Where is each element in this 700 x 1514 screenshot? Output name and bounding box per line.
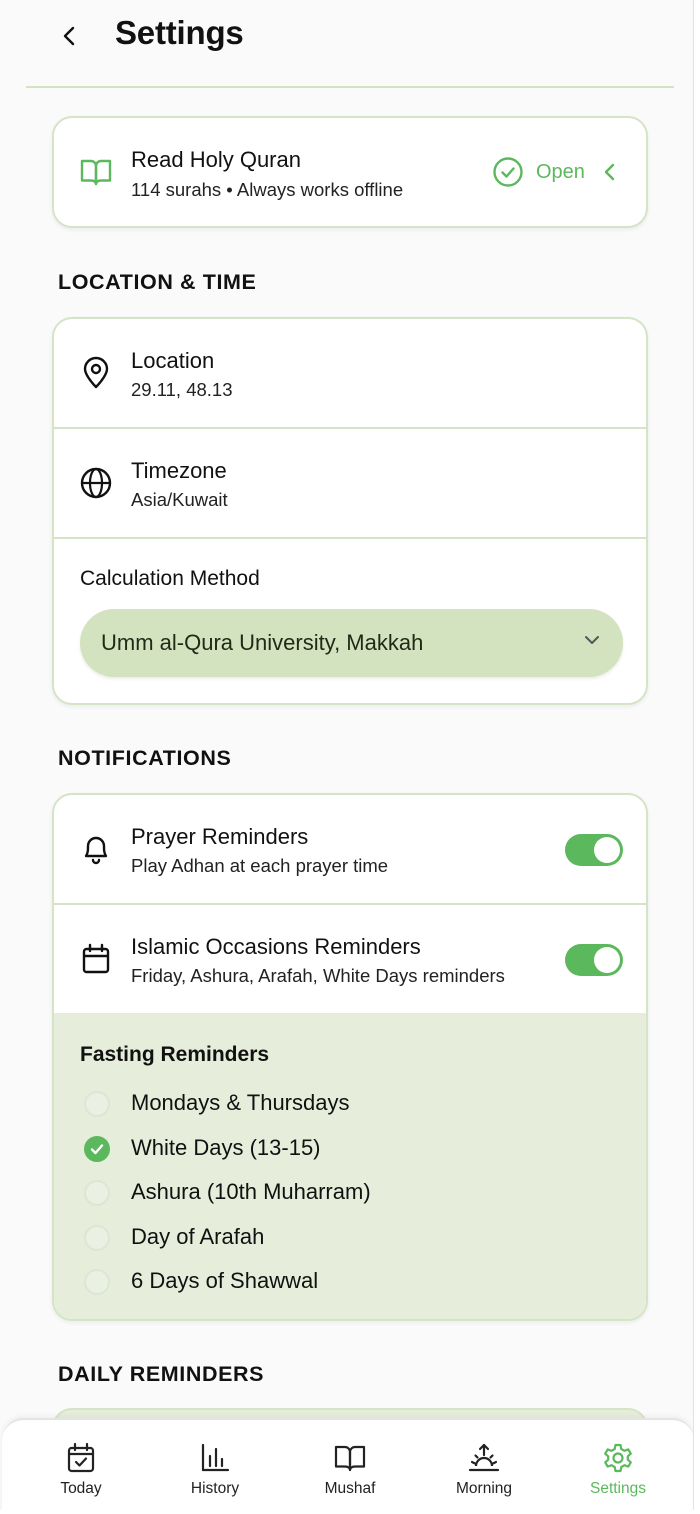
quran-title: Read Holy Quran	[131, 147, 301, 172]
globe-icon	[78, 465, 114, 501]
fasting-option-label: Day of Arafah	[131, 1224, 265, 1249]
fasting-option-label: Mondays & Thursdays	[131, 1090, 350, 1115]
nav-item-history[interactable]	[160, 1442, 270, 1508]
chevron-down-icon	[583, 633, 601, 647]
timezone-value: Asia/Kuwait	[131, 489, 228, 510]
nav-label: Mushaf	[324, 1480, 376, 1497]
bottom-navigation	[2, 1418, 694, 1510]
section-title-location-time: LOCATION & TIME	[58, 270, 257, 294]
chevron-left-icon	[603, 162, 617, 182]
islamic-occasions-subtitle: Friday, Ashura, Arafah, White Days reminders	[131, 965, 505, 986]
islamic-occasions-toggle[interactable]	[565, 944, 623, 976]
fasting-reminders-panel	[54, 1013, 648, 1319]
open-label: Open	[536, 160, 585, 183]
nav-item-mushaf[interactable]	[295, 1442, 405, 1508]
fasting-option-mondays-thursdays[interactable]	[80, 1089, 480, 1119]
book-icon	[334, 1442, 366, 1474]
location-title: Location	[131, 348, 215, 373]
fasting-option-white-days[interactable]	[80, 1134, 480, 1164]
nav-label: Today	[60, 1480, 102, 1497]
calculation-method-value: Umm al-Qura University, Makkah	[101, 630, 424, 655]
bar-chart-icon	[199, 1442, 231, 1474]
chevron-left-icon	[60, 24, 80, 48]
checkbox[interactable]	[84, 1180, 110, 1206]
calendar-check-icon	[65, 1442, 97, 1474]
prayer-reminders-toggle[interactable]	[565, 834, 623, 866]
fasting-option-arafah[interactable]	[80, 1223, 480, 1253]
notifications-card	[52, 793, 648, 1321]
calendar-icon	[78, 941, 114, 977]
location-time-card	[52, 317, 648, 705]
timezone-row[interactable]	[54, 429, 646, 539]
checkbox[interactable]	[84, 1269, 110, 1295]
calculation-method-select[interactable]	[80, 609, 623, 677]
offline-quran-card[interactable]	[52, 116, 648, 228]
gear-icon	[602, 1442, 634, 1474]
sunrise-icon	[468, 1442, 500, 1474]
fasting-option-ashura[interactable]	[80, 1178, 480, 1208]
prayer-reminders-subtitle: Play Adhan at each prayer time	[131, 855, 389, 876]
nav-label: History	[190, 1480, 240, 1497]
bell-icon	[78, 831, 114, 867]
nav-item-today[interactable]	[26, 1442, 136, 1508]
map-pin-icon	[78, 355, 114, 391]
quran-subtitle: 114 surahs • Always works offline	[131, 179, 404, 200]
check-circle-icon	[492, 156, 524, 188]
header-divider	[26, 86, 674, 88]
fasting-option-label: White Days (13-15)	[131, 1135, 321, 1160]
nav-item-settings[interactable]	[563, 1442, 673, 1508]
fasting-option-shawwal[interactable]	[80, 1267, 480, 1297]
page-title: Settings	[115, 14, 244, 51]
fasting-option-label: 6 Days of Shawwal	[131, 1268, 319, 1293]
book-icon	[78, 154, 114, 190]
section-title-notifications: NOTIFICATIONS	[58, 746, 232, 770]
islamic-occasions-row	[54, 905, 646, 1015]
prayer-reminders-title: Prayer Reminders	[131, 824, 309, 849]
section-title-daily-reminders: DAILY REMINDERS	[58, 1362, 265, 1386]
prayer-reminders-row	[54, 795, 646, 905]
islamic-occasions-title: Islamic Occasions Reminders	[131, 934, 421, 959]
timezone-title: Timezone	[131, 458, 227, 483]
checkbox[interactable]	[84, 1091, 110, 1117]
fasting-reminders-title: Fasting Reminders	[80, 1043, 270, 1066]
nav-label: Morning	[456, 1480, 512, 1497]
app-header	[0, 0, 694, 86]
check-icon	[90, 1142, 104, 1156]
location-row[interactable]	[54, 319, 646, 429]
fasting-option-label: Ashura (10th Muharram)	[131, 1179, 371, 1204]
calculation-method-label: Calculation Method	[80, 567, 260, 590]
back-button[interactable]	[50, 16, 90, 56]
nav-item-morning[interactable]	[429, 1442, 539, 1508]
checkbox[interactable]	[84, 1225, 110, 1251]
checkbox-checked[interactable]	[84, 1136, 110, 1162]
nav-label: Settings	[589, 1480, 646, 1497]
open-quran-button[interactable]	[492, 156, 617, 188]
location-value: 29.11, 48.13	[131, 379, 233, 400]
